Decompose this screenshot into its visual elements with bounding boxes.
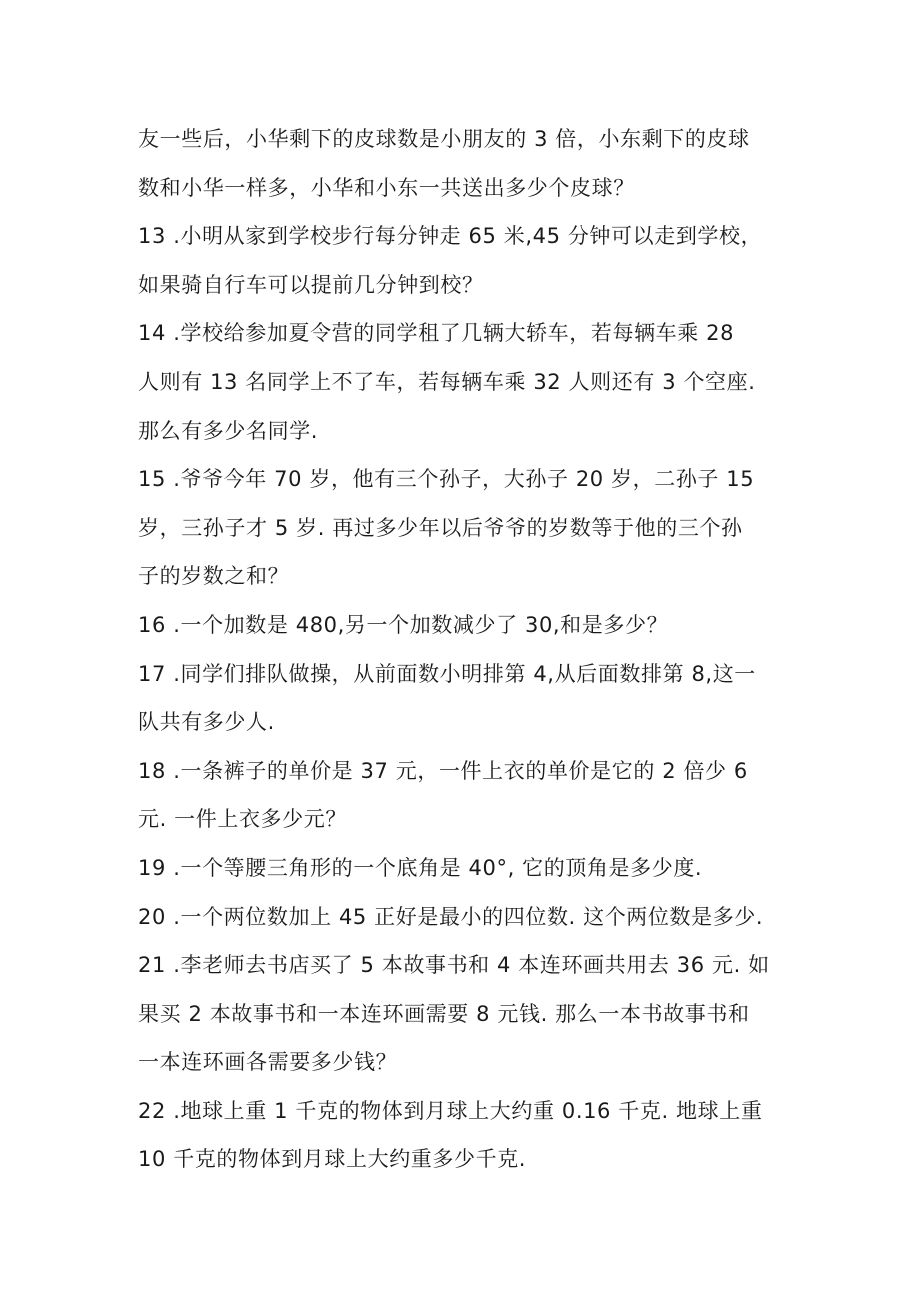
problem-13-line-1: 13 .小明从家到学校步行每分钟走 65 米,45 分钟可以走到学校， [138, 224, 763, 249]
problem-21-line-3: 一本连环画各需要多少钱？ [138, 1050, 398, 1075]
problem-22-line-2: 10 千克的物体到月球上大约重多少千克. [138, 1147, 527, 1172]
problem-15-line-1: 15 .爷爷今年 70 岁，他有三个孙子，大孙子 20 岁，二孙子 15 [138, 467, 755, 492]
problem-22-line-1: 22 .地球上重 1 千克的物体到月球上大约重 0.16 千克. 地球上重 [138, 1098, 763, 1123]
problem-17-line-1: 17 .同学们排队做操，从前面数小明排第 4,从后面数排第 8,这一 [138, 661, 756, 686]
problem-14-line-2: 人则有 13 名同学上不了车，若每辆车乘 32 人则还有 3 个空座. [138, 369, 756, 394]
problem-15-line-3: 子的岁数之和？ [138, 564, 290, 589]
problem-18-line-1: 18 .一条裤子的单价是 37 元，一件上衣的单价是它的 2 倍少 6 [138, 758, 748, 783]
problem-19-line-1: 19 .一个等腰三角形的一个底角是 40°, 它的顶角是多少度. [138, 855, 703, 880]
text-line-1: 友一些后，小华剩下的皮球数是小朋友的 3 倍，小东剩下的皮球 [138, 127, 750, 151]
problem-14-line-1: 14 .学校给参加夏令营的同学租了几辆大轿车，若每辆车乘 28 [138, 321, 735, 346]
problem-21-line-2: 果买 2 本故事书和一本连环画需要 8 元钱. 那么一本书故事书和 [138, 1001, 750, 1026]
problem-text-body [138, 115, 788, 1184]
problem-15-line-2: 岁，三孙子才 5 岁. 再过多少年以后爷爷的岁数等于他的三个孙 [138, 515, 743, 540]
problem-18-line-2: 元. 一件上衣多少元？ [138, 807, 347, 832]
problem-21-line-1: 21 .李老师去书店买了 5 本故事书和 4 本连环画共用去 36 元. 如 [138, 953, 770, 978]
problem-13-line-2: 如果骑自行车可以提前几分钟到校？ [138, 272, 484, 297]
problem-20-line-1: 20 .一个两位数加上 45 正好是最小的四位数. 这个两位数是多少. [138, 904, 764, 929]
problem-17-line-2: 队共有多少人. [138, 710, 275, 735]
text-line-2: 数和小华一样多，小华和小东一共送出多少个皮球？ [138, 175, 635, 200]
problem-16-line-1: 16 .一个加数是 480,另一个加数减少了 30,和是多少？ [138, 612, 669, 637]
problem-14-line-3: 那么有多少名同学. [138, 418, 319, 443]
